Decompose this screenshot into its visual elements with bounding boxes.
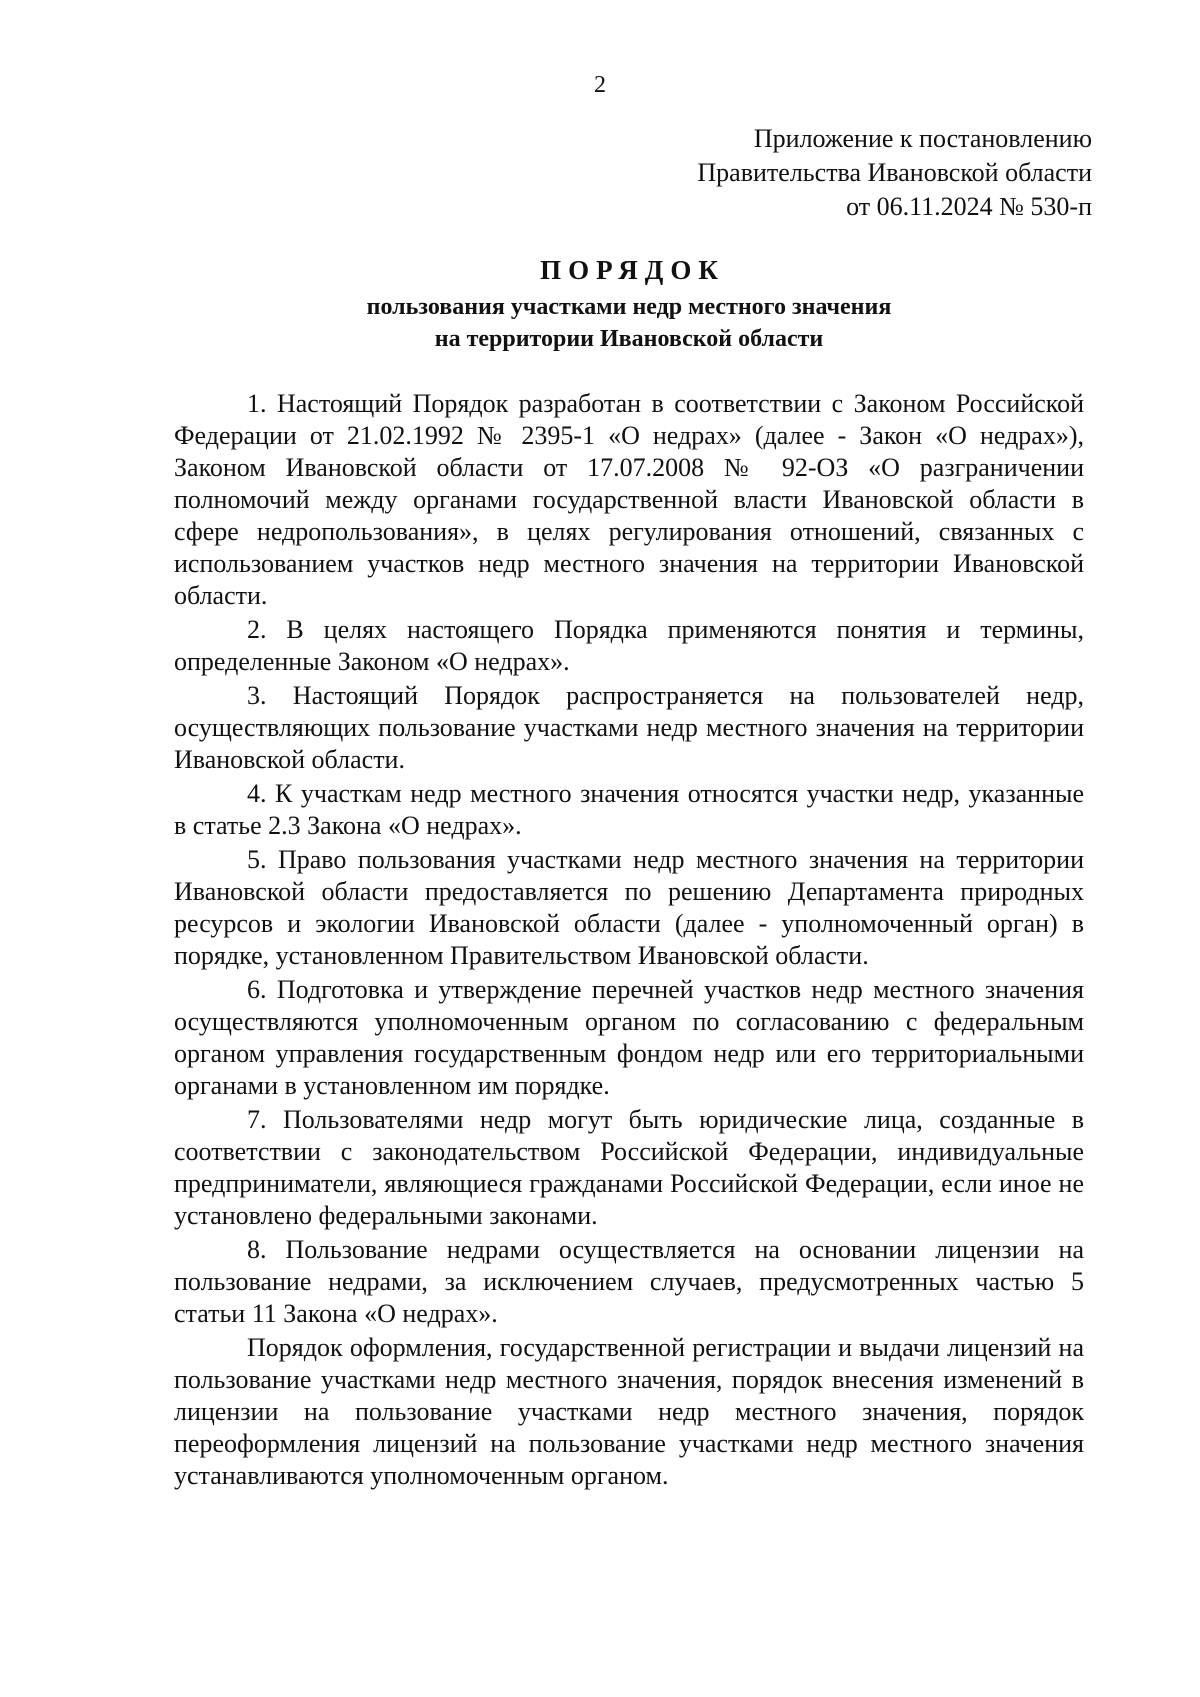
paragraph: 2. В целях настоящего Порядка применяются понятия и термины, определенные Законом «О недрах». [174, 615, 1084, 676]
document-subtitle: пользования участками недр местного значения [366, 294, 892, 320]
title-block [174, 253, 1084, 355]
paragraph: 8. Пользование недрами осуществляется на основании лицензии на пользование недрами, за исключением случаев, предусмотренных частью 5 статьи 11 Закона «О недрах». [174, 1235, 1084, 1328]
paragraph: 7. Пользователями недр могут быть юридические лица, созданные в соответствии с законодательством Российской Федерации, индивидуальные предприниматели, являющиеся гражданами Российской Федерации, если иное не установлено федеральными законами. [174, 1105, 1084, 1230]
paragraph: 6. Подготовка и утверждение перечней участков недр местного значения осуществляются уполномоченным органом по согласованию с федеральным органом управления государственным фондом недр или его территориальными органами в установленном им порядке. [174, 975, 1084, 1100]
appendix-line: Приложение к постановлению [753, 124, 1092, 153]
document-subtitle: на территории Ивановской области [434, 326, 824, 352]
paragraph: 3. Настоящий Порядок распространяется на пользователей недр, осуществляющих пользование участками недр местного значения на территории Ивановской области. [174, 681, 1084, 774]
appendix-line: Правительства Ивановской области [697, 158, 1092, 187]
paragraph: 4. К участкам недр местного значения относятся участки недр, указанные в статье 2.3 Закона «О недрах». [174, 779, 1084, 840]
document-body [174, 388, 1084, 1494]
document-title: ПОРЯДОК [540, 255, 725, 285]
paragraph: Порядок оформления, государственной регистрации и выдачи лицензий на пользование участками недр местного значения, порядок внесения изменений в лицензии на пользование участками недр местного значения, порядок переоформления лицензий на пользование участками недр местного значения устанавливаются уполномоченным органом. [174, 1333, 1084, 1490]
appendix-line: от 06.11.2024 № 530-п [846, 192, 1092, 221]
paragraph: 5. Право пользования участками недр местного значения на территории Ивановской области предоставляется по решению Департамента природных ресурсов и экологии Ивановской области (далее - уполномоченный орган) в порядке, установленном Правительством Ивановской области. [174, 845, 1084, 970]
paragraph: 1. Настоящий Порядок разработан в соответствии с Законом Российской Федерации от 21.02.1992 № 2395-1 «О недрах» (далее - Закон «О недрах»), Законом Ивановской области от 17.07.2008 № 92-ОЗ «О разграничении полномочий между органами государственной власти Ивановской области в сфере недропользования», в целях регулирования отношений, связанных с использованием участков недр местного значения на территории Ивановской области. [174, 389, 1084, 610]
page-number: 2 [594, 72, 606, 98]
appendix-reference [697, 122, 1092, 224]
